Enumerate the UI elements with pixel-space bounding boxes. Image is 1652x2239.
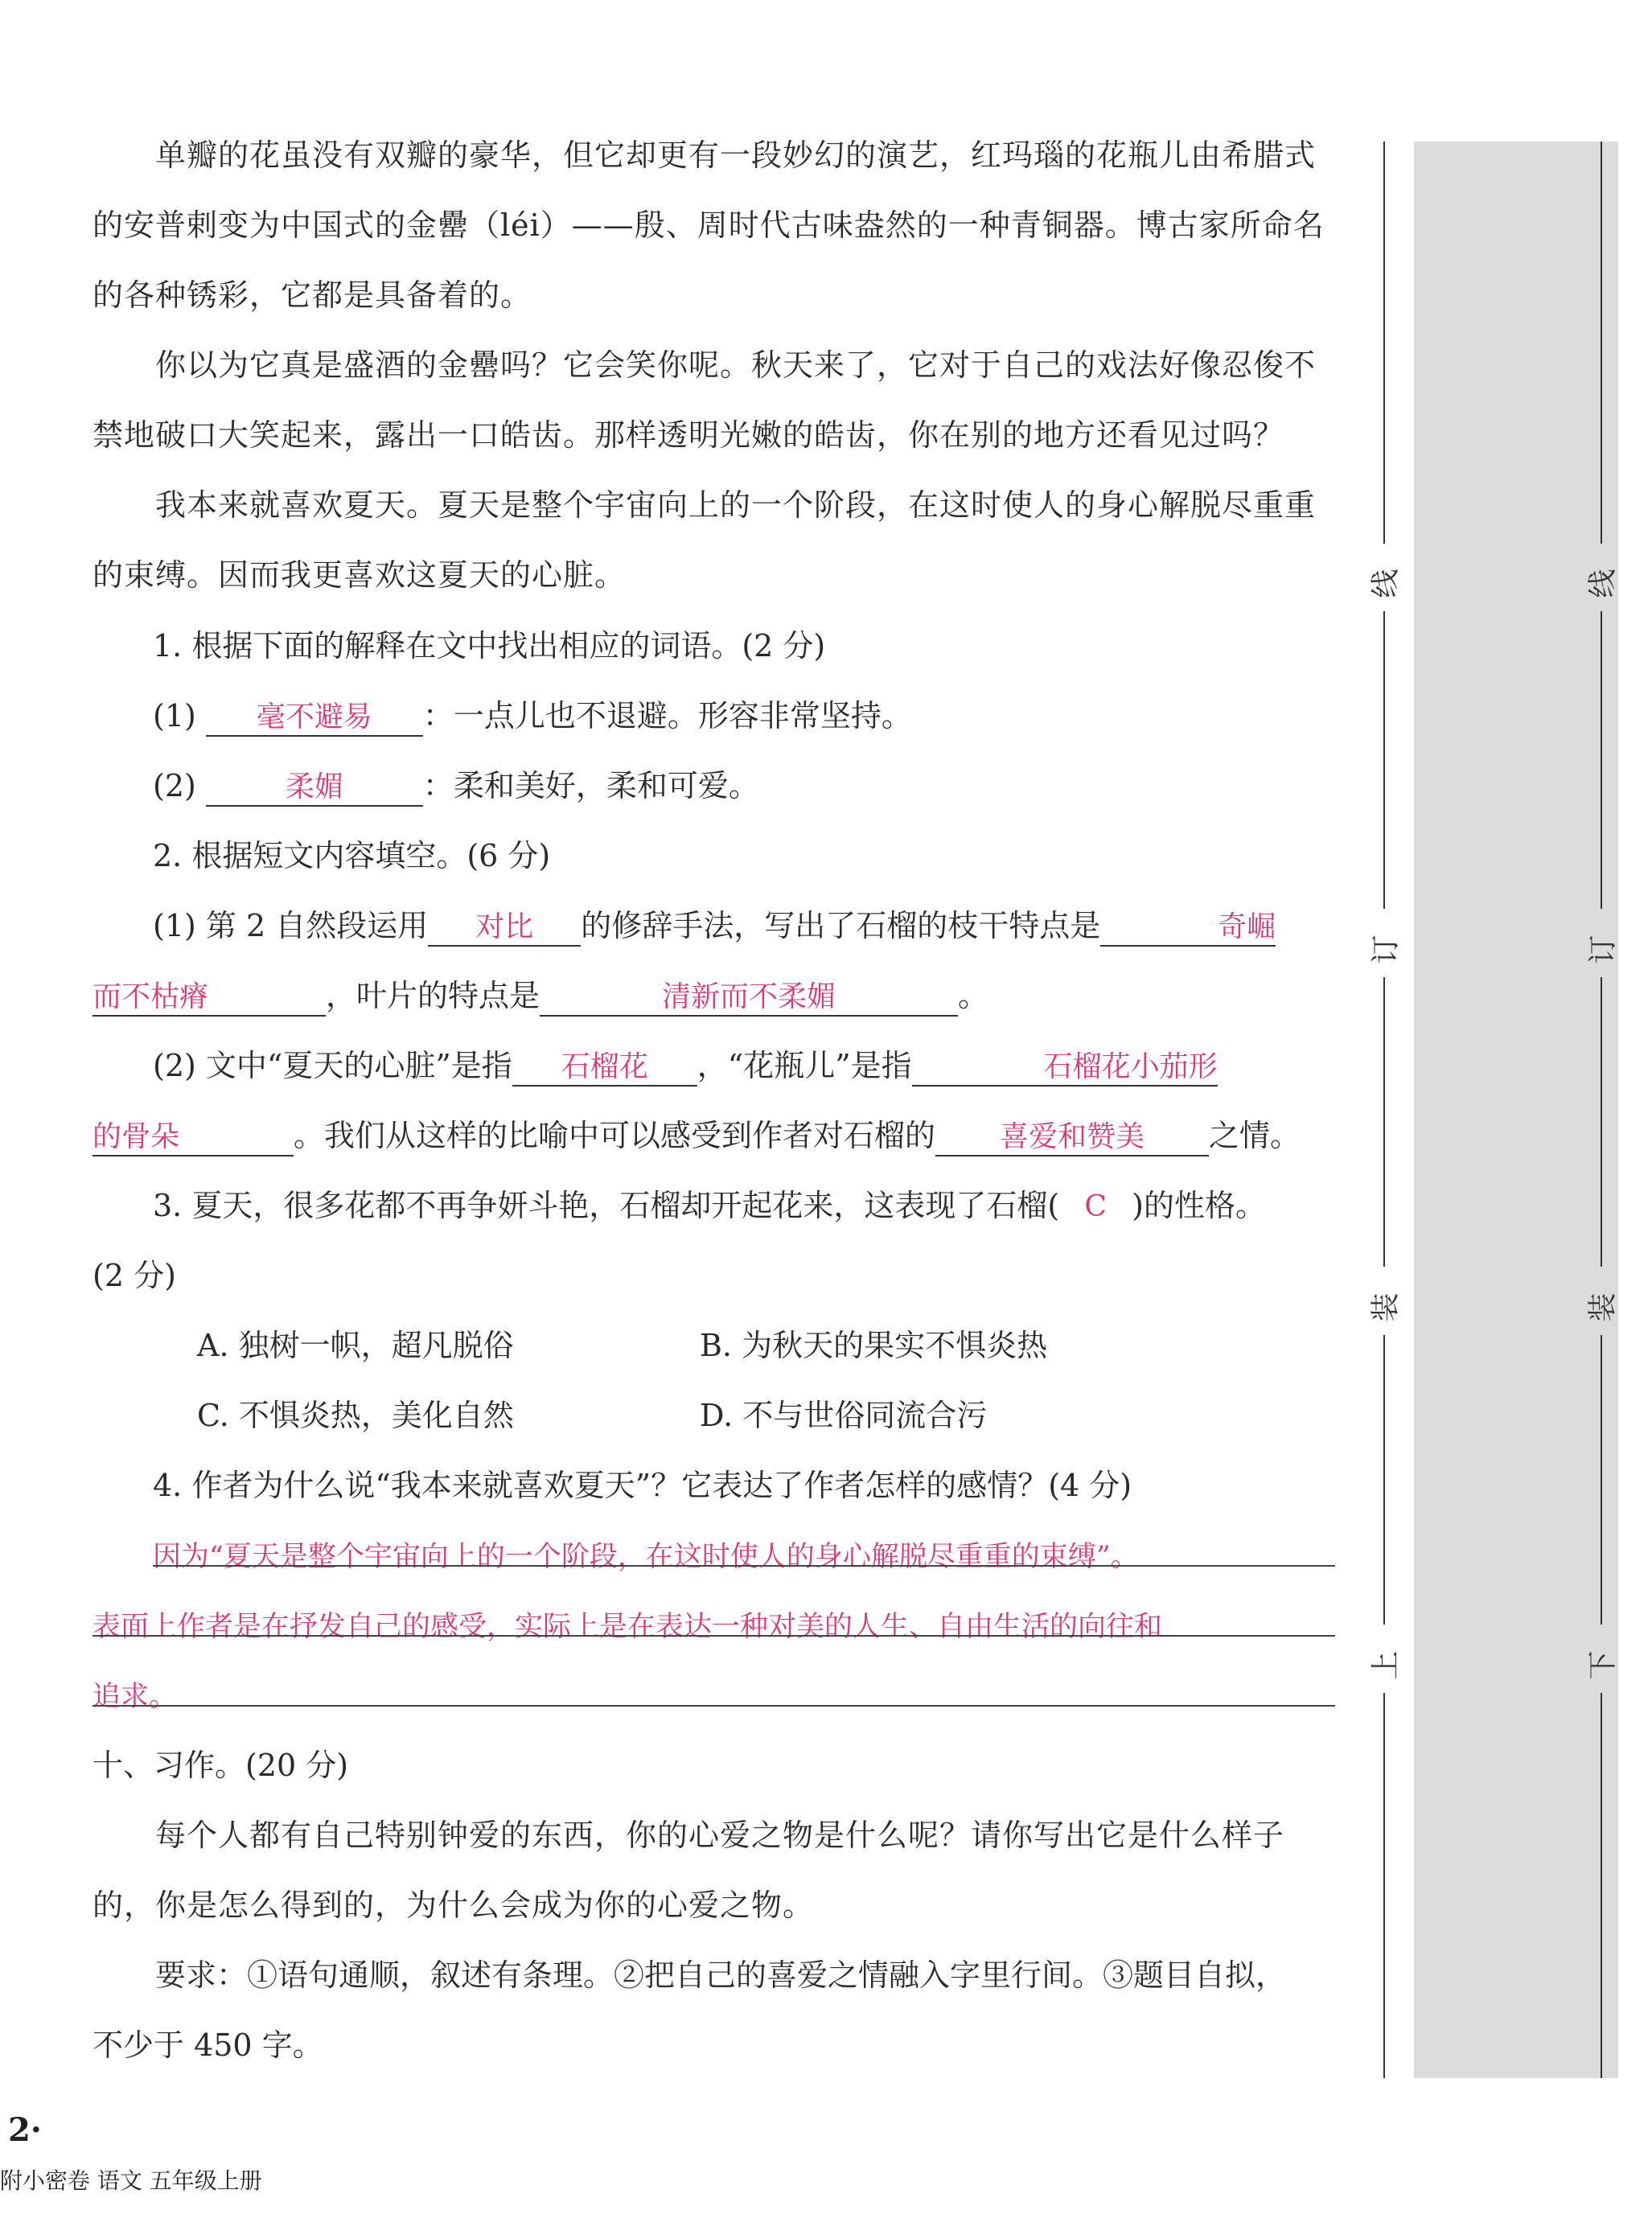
q2-sub1-blank-2b[interactable] — [92, 978, 326, 1017]
q2-sub2-line1 — [153, 1031, 1335, 1101]
binding-right-line-seg-4 — [1601, 1335, 1602, 1625]
q1-item-2-number: (2) — [153, 768, 196, 803]
binding-left-char-2: 订 — [1369, 935, 1403, 964]
q1-title: 1. 根据下面的解释在文中找出相应的词语。(2 分) — [153, 628, 826, 663]
q4-answer-text-2: 表面上作者是在抒发自己的感受，实际上是在表达一种对美的人生、自由生活的向往和 — [92, 1611, 1163, 1643]
binding-left-line-seg-3 — [1383, 977, 1385, 1267]
book-title: 附小密卷 语文 五年级上册 — [0, 2167, 262, 2194]
q1-item-1-blank[interactable] — [206, 698, 423, 737]
q4-answer-line-1[interactable] — [153, 1521, 1335, 1591]
q3-answer-slot[interactable] — [1059, 1171, 1132, 1242]
q2-sub2-answer-2b: 的骨朵 — [92, 1120, 180, 1153]
passage-paragraph-3: 我本来就喜欢夏天。夏天是整个宇宙向上的一个阶段，在这时使人的身心解脱尽重重的束缚。因而我更喜欢这夏天的心脏。 — [92, 487, 1317, 593]
q2-sub1-blank-1[interactable] — [428, 908, 581, 947]
q3-title-text-b: )的性格。 — [1132, 1188, 1266, 1223]
binding-right-char-4: 下 — [1586, 1650, 1620, 1680]
q2-sub1-answer-3: 清新而不柔媚 — [662, 980, 836, 1013]
q2-sub1-blank-2a[interactable] — [1100, 908, 1276, 947]
q4-answer-text-1: 因为“夏天是整个宇宙向上的一个阶段，在这时使人的身心解脱尽重重的束缚”。 — [153, 1541, 1139, 1573]
q2-sub2-line2 — [92, 1101, 1335, 1171]
binding-left-line-seg-1 — [1383, 142, 1385, 544]
q2-sub1-text-d: 。 — [958, 978, 989, 1013]
q3-title-text-a: 3. 夏天，很多花都不再争妍斗艳，石榴却开起花来，这表现了石榴( — [153, 1188, 1060, 1223]
q2-sub2-text-d: 之情。 — [1209, 1118, 1301, 1153]
q1-item-2-answer: 柔媚 — [285, 770, 343, 803]
q3-answer: C — [1084, 1190, 1107, 1223]
essay-prompt-block — [92, 1801, 1335, 1941]
q2-sub1-answer-2b: 而不枯瘠 — [92, 980, 209, 1013]
passage-paragraph-2: 你以为它真是盛酒的金罍吗？它会笑你呢。秋天来了，它对于自己的戏法好像忍俊不禁地破口大笑起来，露出一口皓齿。那样透明光嫩的皓齿，你在别的地方还看见过吗？ — [92, 347, 1317, 453]
binding-left-line-seg-4 — [1383, 1335, 1385, 1625]
q3-option-a: A. 独树一帜，超凡脱俗 — [197, 1328, 514, 1363]
q2-sub2-answer-2a: 石榴花小茄形 — [1043, 1050, 1218, 1083]
essay-requirements-line-1: 要求：①语句通顺，叙述有条理。②把自己的喜爱之情融入字里行间。③题目自拟， — [155, 1958, 1287, 1993]
essay-heading: 十、习作。(20 分) — [92, 1748, 349, 1783]
binding-left-char-3: 装 — [1369, 1292, 1403, 1322]
q2-sub2-answer-3: 喜爱和赞美 — [1000, 1120, 1145, 1153]
q2-sub1-answer-2a: 奇崛 — [1218, 910, 1276, 943]
passage — [92, 121, 1335, 610]
q4-title: 4. 作者为什么说“我本来就喜欢夏天”？它表达了作者怎样的感情？(4 分) — [153, 1468, 1132, 1503]
q1-item-2-blank[interactable] — [206, 768, 423, 807]
q2-sub1-answer-1: 对比 — [475, 910, 534, 943]
q2-sub2-blank-2a[interactable] — [912, 1048, 1218, 1087]
q2-sub1-blank-3[interactable] — [540, 978, 958, 1017]
q2-sub2-text-a: (2) 文中“夏天的心脏”是指 — [153, 1048, 512, 1083]
binding-left-char-1: 线 — [1369, 569, 1403, 598]
passage-paragraph-1: 单瓣的花虽没有双瓣的豪华，但它却更有一段妙幻的演艺，红玛瑙的花瓶儿由希腊式的安普剌变为中国式的金罍（léi）——殷、周时代古味盎然的一种青铜器。博古家所命名的各种锈彩，它都是具备着的。 — [92, 138, 1325, 313]
q4-answer-line-2[interactable] — [92, 1591, 1335, 1661]
binding-left-char-4: 上 — [1369, 1650, 1403, 1680]
q2-title: 2. 根据短文内容填空。(6 分) — [153, 838, 551, 873]
q1-item-1-number: (1) — [153, 698, 196, 733]
q1-item-2-definition: ：柔和美好，柔和可爱。 — [422, 768, 759, 803]
q2-sub1-text-c: ，叶片的特点是 — [326, 978, 540, 1013]
q2-sub2-blank-2b[interactable] — [92, 1118, 294, 1156]
binding-right-line-seg-1 — [1601, 142, 1602, 544]
q3-option-c: C. 不惧炎热，美化自然 — [197, 1398, 514, 1433]
q3-option-d: D. 不与世俗同流合污 — [700, 1398, 988, 1433]
q2-sub2-blank-3[interactable] — [935, 1118, 1209, 1156]
essay-prompt: 每个人都有自己特别钟爱的东西，你的心爱之物是什么呢？请你写出它是什么样子的，你是怎么得到的，为什么会成为你的心爱之物。 — [92, 1818, 1285, 1923]
binding-right-line-seg-3 — [1601, 977, 1602, 1267]
binding-right-char-3: 装 — [1586, 1292, 1620, 1322]
binding-strip — [1414, 142, 1618, 2078]
q4-answer-line-3[interactable] — [92, 1661, 1335, 1731]
q2-sub2-text-c: 。我们从这样的比喻中可以感受到作者对石榴的 — [294, 1118, 936, 1153]
q1-item-2 — [153, 751, 1395, 821]
binding-right-line-seg-5 — [1601, 1693, 1602, 2078]
q1-item-1-definition: ：一点儿也不退避。形容非常坚持。 — [422, 698, 912, 733]
q4-answer-rule-1 — [153, 1565, 1335, 1567]
binding-right-char-2: 订 — [1586, 935, 1620, 964]
q2-sub2-text-b: ，“花瓶儿”是指 — [697, 1048, 912, 1083]
q4-answer-rule-2 — [92, 1635, 1335, 1637]
q2-sub2-answer-1: 石榴花 — [561, 1050, 648, 1083]
q2-sub1-text-a: (1) 第 2 自然段运用 — [153, 908, 429, 943]
binding-right-char-1: 线 — [1586, 569, 1620, 598]
q3-title — [153, 1171, 1335, 1241]
q1-item-1-answer: 毫不避易 — [256, 700, 372, 733]
page-number: 2· — [8, 2111, 42, 2149]
binding-left-line-seg-5 — [1383, 1693, 1385, 2078]
binding-right-line-seg-2 — [1601, 611, 1602, 909]
q2-sub1-line2 — [92, 961, 1335, 1031]
q4-answer-rule-3 — [92, 1705, 1335, 1707]
q1-item-1 — [153, 681, 1395, 751]
q2-sub1-text-b: 的修辞手法，写出了石榴的枝干特点是 — [581, 908, 1101, 943]
q2-sub2-blank-1[interactable] — [512, 1048, 697, 1087]
essay-requirements-line-2: 不少于 450 字。 — [92, 2027, 323, 2063]
q4-answer-text-3: 追求。 — [92, 1681, 178, 1713]
q3-score: (2 分) — [92, 1258, 176, 1293]
q3-option-b: B. 为秋天的果实不惧炎热 — [700, 1328, 1048, 1363]
binding-left-line-seg-2 — [1383, 611, 1385, 909]
q2-sub1-line1 — [153, 891, 1335, 961]
